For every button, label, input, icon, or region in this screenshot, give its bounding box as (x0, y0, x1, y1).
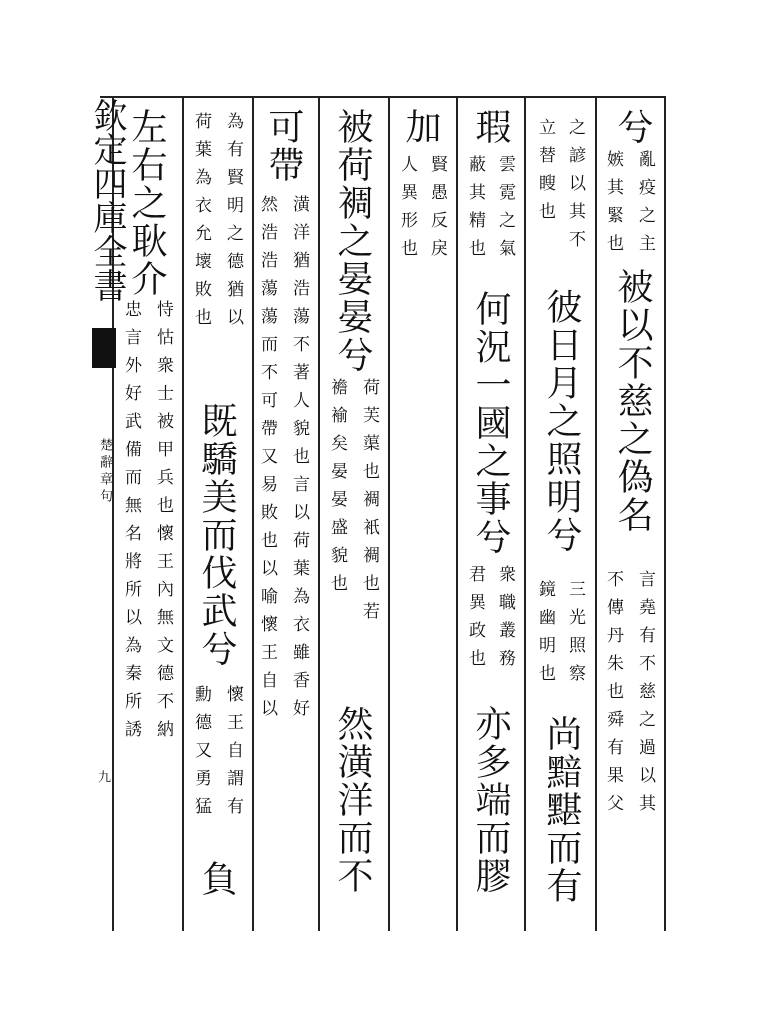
text-column: 既驕美而伐武兮 (196, 402, 237, 668)
annotation-column: 蔽其精也 (465, 155, 485, 267)
column-rule (318, 96, 320, 931)
annotation-column: 然浩浩蕩蕩而不可帶又易敗也以喻懷王自以 (257, 195, 277, 727)
annotation-column: 亂疫之主 (635, 150, 655, 262)
text-column: 尚黯黮而有 (541, 715, 582, 905)
text-column: 可帶 (263, 108, 304, 184)
annotation-column: 勳德又勇猛 (191, 685, 211, 825)
annotation-column: 君異政也 (465, 565, 485, 677)
section-label: 楚辭章句 (97, 438, 112, 506)
text-column: 何況一國之事兮 (470, 290, 511, 556)
page-number: 九 (95, 770, 110, 783)
annotation-column: 人異形也 (397, 155, 417, 267)
annotation-column: 懷王自謂有 (223, 685, 243, 825)
text-column: 瑕 (470, 108, 511, 146)
column-rule (595, 96, 597, 931)
text-column: 負 (196, 860, 237, 898)
annotation-column: 言堯有不慈之過以其 (635, 570, 655, 822)
annotation-column: 衆職叢務 (495, 565, 515, 677)
annotation-column: 之諺以其不 (565, 118, 585, 258)
annotation-column: 荷芙蕖也裯衹裯也若 (359, 378, 379, 630)
annotation-column: 潢洋猶浩蕩不著人貌也言以荷葉為衣雖香好 (289, 195, 309, 727)
text-column: 被以不慈之偽名 (612, 268, 653, 534)
text-column: 左右之耿介 (126, 108, 167, 298)
column-rule (456, 96, 458, 931)
column-rule (664, 96, 666, 931)
annotation-column: 鏡幽明也 (535, 580, 555, 692)
annotation-column: 忠言外好武備而無名將所以為秦所誘 (121, 300, 141, 748)
annotation-column: 賢愚反戾 (427, 155, 447, 267)
text-column: 兮 (612, 108, 653, 146)
text-column: 亦多端而膠 (470, 705, 511, 895)
annotation-column: 雲霓之氣 (495, 155, 515, 267)
column-rule (182, 96, 184, 931)
column-rule (524, 96, 526, 931)
text-column: 彼日月之照明兮 (541, 288, 582, 554)
text-column: 加 (400, 108, 441, 146)
annotation-column: 立替瞍也 (535, 118, 555, 230)
book-title: 欽定四庫全書 (87, 98, 127, 302)
fish-tail-mark (92, 328, 116, 368)
annotation-column: 三光照察 (565, 580, 585, 692)
annotation-column: 恃怙衆士被甲兵也懷王內無文德不納 (153, 300, 173, 748)
annotation-column: 襜褕矣晏晏盛貌也 (327, 378, 347, 602)
text-column: 然潢洋而不 (332, 705, 373, 895)
annotation-column: 荷葉為衣允壞敗也 (191, 112, 211, 336)
annotation-column: 嫉其緊也 (603, 150, 623, 262)
annotation-column: 不傳丹朱也舜有果父 (603, 570, 623, 822)
annotation-column: 為有賢明之德猶以 (223, 112, 243, 336)
column-rule (252, 96, 254, 931)
text-column: 被荷裯之晏晏兮 (332, 108, 373, 374)
column-rule (388, 96, 390, 931)
